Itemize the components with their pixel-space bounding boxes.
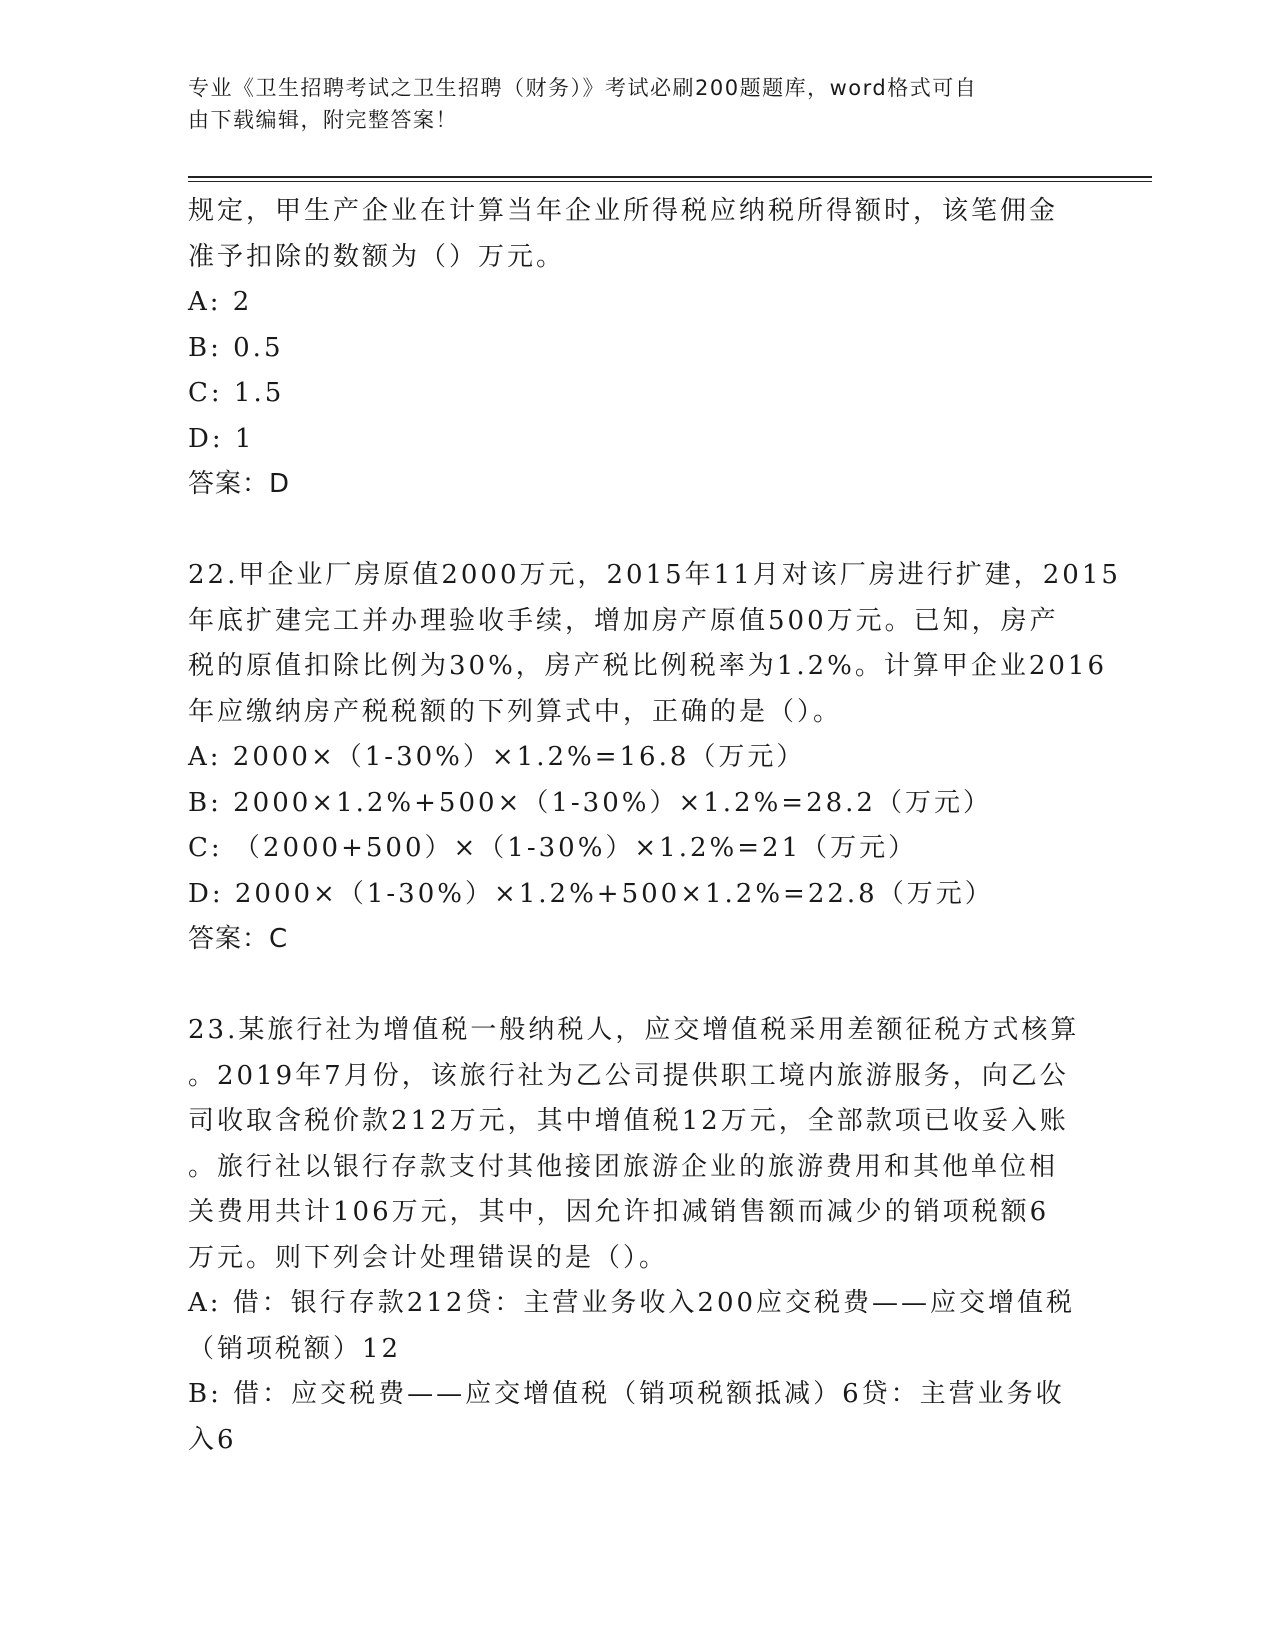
- option-c: C: 1.5: [188, 378, 285, 408]
- option-d: D: 2000×（1-30%）×1.2%+500×1.2%=22.8（万元）: [188, 878, 994, 909]
- question-text-line: 年底扩建完工并办理验收手续，增加房产原值500万元。已知，房产: [188, 605, 1059, 636]
- header-title-line-1: 专业《卫生招聘考试之卫生招聘（财务）》考试必刷200题题库，word格式可自: [188, 76, 978, 100]
- question-text-line: 年应缴纳房产税税额的下列算式中，正确的是（）。: [188, 696, 843, 727]
- header-title-line-2: 由下载编辑，附完整答案！: [188, 108, 458, 132]
- question-text-line: 22.甲企业厂房原值2000万元，2015年11月对该厂房进行扩建，2015: [188, 560, 1121, 590]
- question-23: [188, 1008, 1088, 1463]
- option-a: A: 借：银行存款212贷：主营业务收入200应交税费——应交增值税: [188, 1288, 1076, 1318]
- spacer: [188, 963, 1088, 1009]
- question-text-line: 。2019年7月份，该旅行社为乙公司提供职工境内旅游服务，向乙公: [188, 1060, 1069, 1091]
- question-text-line: 。旅行社以银行存款支付其他接团旅游企业的旅游费用和其他单位相: [188, 1151, 1059, 1182]
- question-text-line: 税的原值扣除比例为30%，房产税比例税率为1.2%。计算甲企业2016: [188, 651, 1108, 681]
- page-header: [188, 72, 1068, 136]
- header-divider-thin: [188, 181, 1152, 182]
- option-b: B: 2000×1.2%+500×（1-30%）×1.2%=28.2（万元）: [188, 787, 992, 818]
- option-d: D: 1: [188, 423, 255, 454]
- spacer: [188, 508, 1088, 554]
- question-text-line: 准予扣除的数额为（）万元。: [188, 241, 566, 272]
- question-text-line: 司收取含税价款212万元，其中增值税12万元，全部款项已收妥入账: [188, 1106, 1069, 1136]
- question-21: [188, 189, 1088, 508]
- question-22: [188, 553, 1121, 963]
- option-a: A: 2: [188, 287, 253, 317]
- option-b: B: 借：应交税费——应交增值税（销项税额抵减）6贷：主营业务收: [188, 1379, 1065, 1409]
- question-text-line: 万元。则下列会计处理错误的是（）。: [188, 1242, 669, 1273]
- question-text-line: 关费用共计106万元，其中，因允许扣减销售额而减少的销项税额6: [188, 1197, 1050, 1227]
- option-a-continued: （销项税额）12: [188, 1333, 402, 1364]
- option-a: A: 2000×（1-30%）×1.2%=16.8（万元）: [188, 742, 806, 772]
- answer-label: 答案：D: [188, 469, 291, 499]
- option-c: C: （2000+500）×（1-30%）×1.2%=21（万元）: [188, 833, 918, 863]
- option-b-continued: 入6: [188, 1424, 237, 1455]
- option-b: B: 0.5: [188, 332, 284, 363]
- question-text-line: 23.某旅行社为增值税一般纳税人，应交增值税采用差额征税方式核算: [188, 1015, 1080, 1045]
- answer-label: 答案：C: [188, 924, 289, 954]
- question-text-line: 规定，甲生产企业在计算当年企业所得税应纳税所得额时，该笔佣金: [188, 196, 1059, 226]
- document-body: [188, 189, 1121, 1463]
- header-divider-thick: [188, 176, 1152, 178]
